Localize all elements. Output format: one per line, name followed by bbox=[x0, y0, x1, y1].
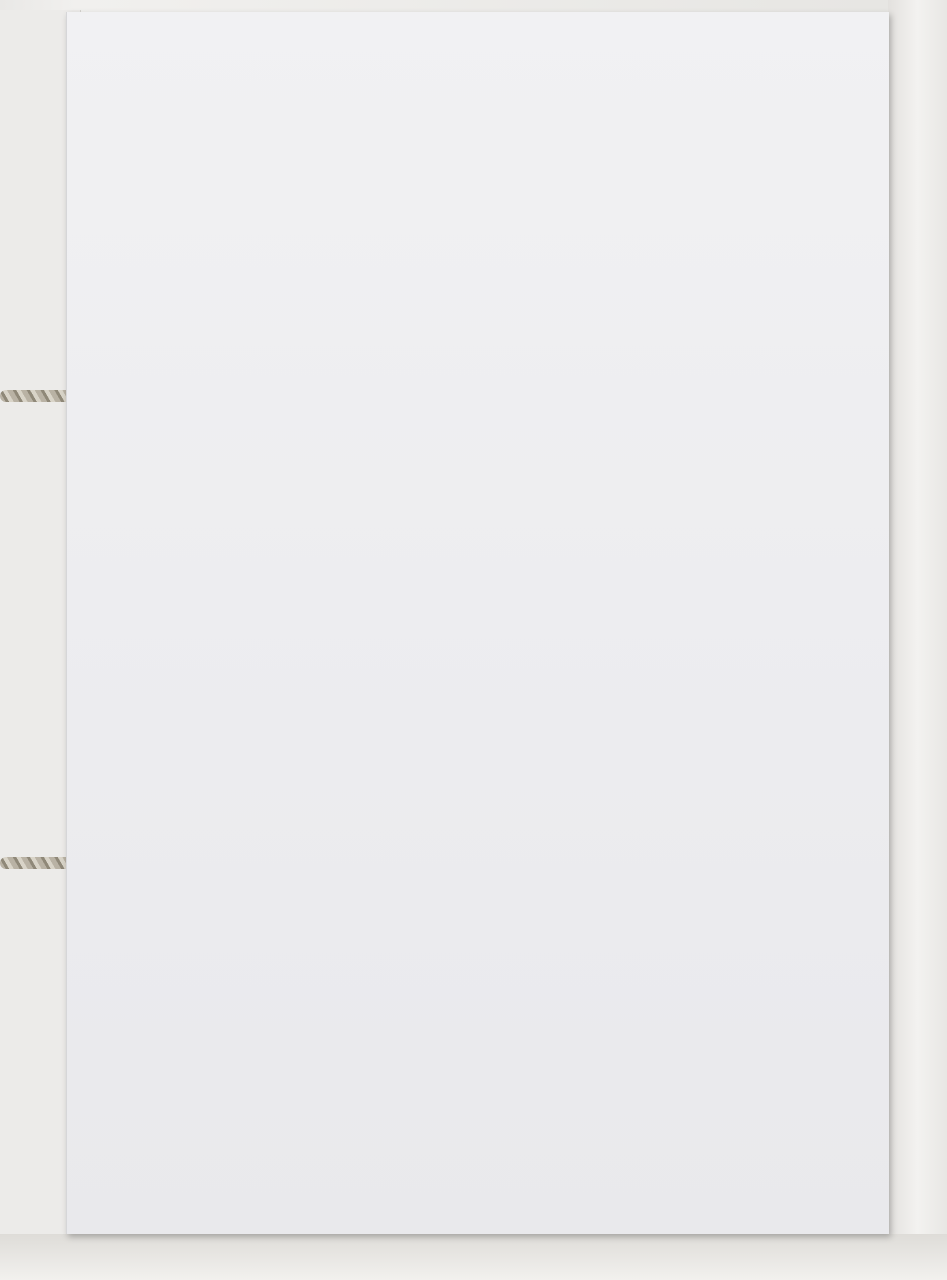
binder-bottom-edge bbox=[0, 1234, 947, 1280]
binder-right-edge bbox=[888, 0, 947, 1280]
typewritten-page bbox=[66, 12, 889, 1234]
